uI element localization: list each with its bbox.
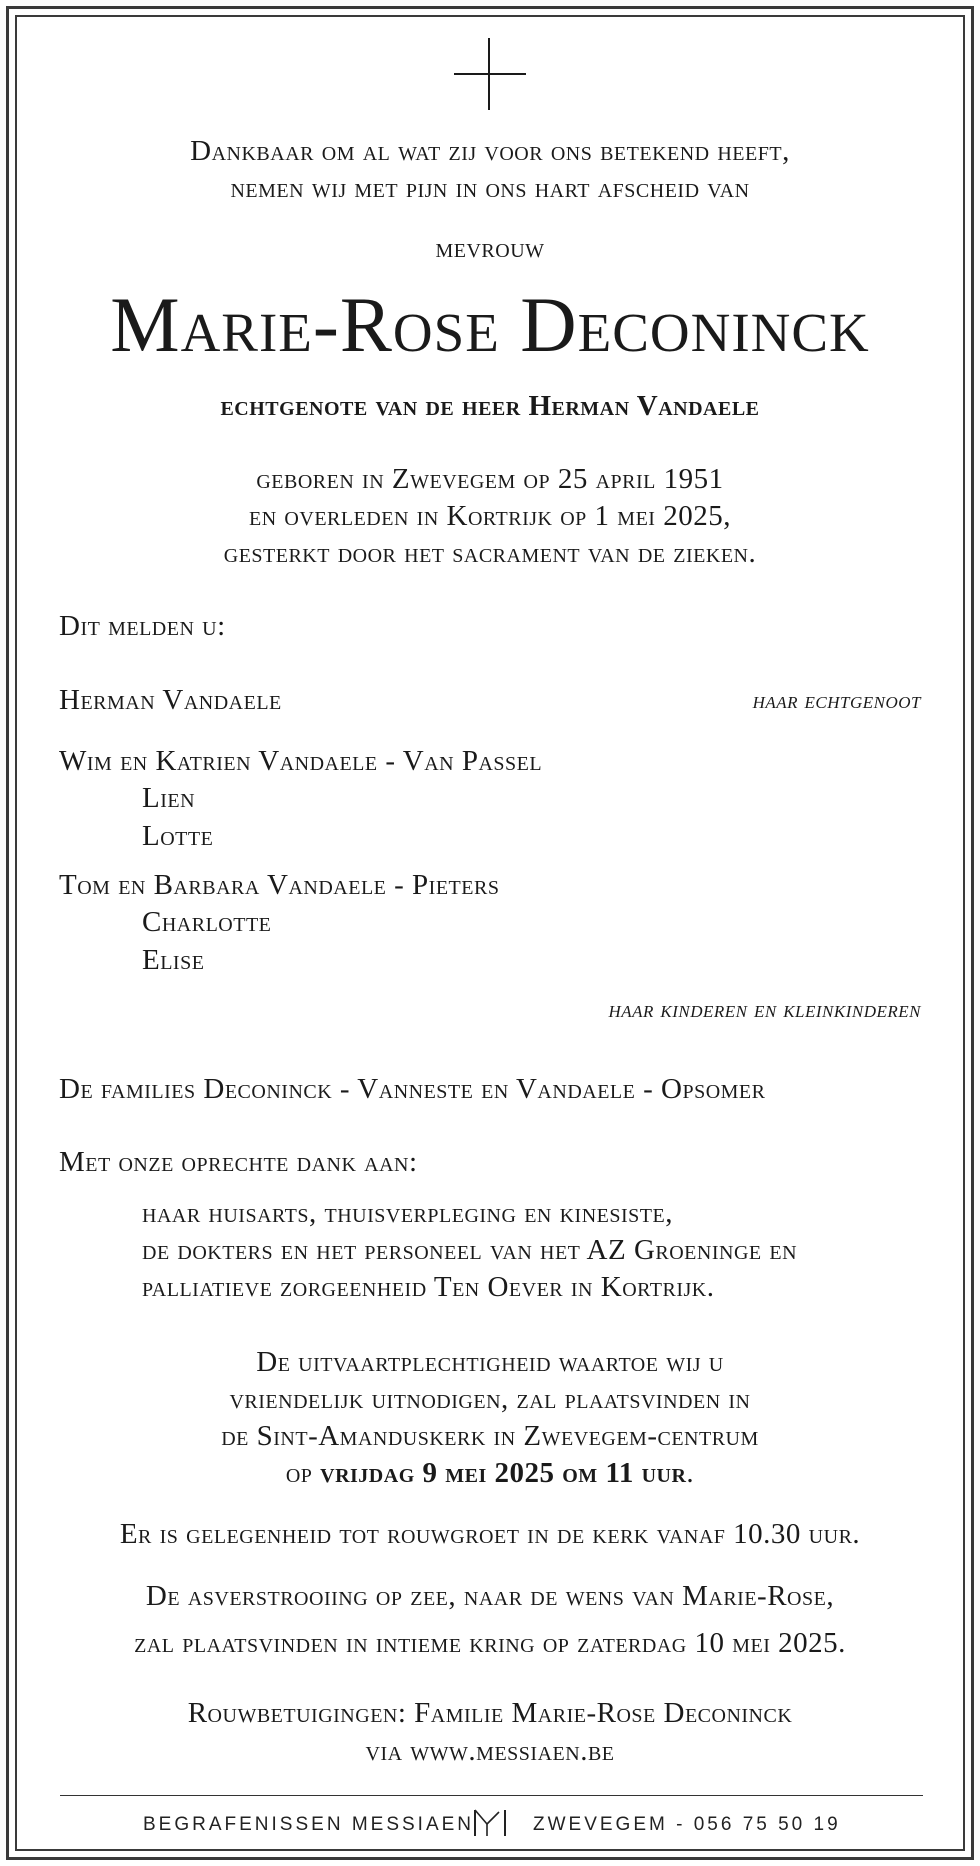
condolences-line-2: via www.messiaen.be xyxy=(365,1735,615,1767)
footer-company: BEGRAFENISSEN MESSIAEN xyxy=(143,1814,475,1835)
footer-divider xyxy=(60,1795,923,1796)
scattering-line-1: De asverstrooiing op zee, naar de wens van Marie-Rose, xyxy=(145,1580,835,1612)
birth-line: geboren in Zwevegem op 25 april 1951 xyxy=(256,463,724,495)
grandchild-2: Lotte xyxy=(142,820,214,852)
ceremony-line-1: De uitvaartplechtigheid waartoe wij u xyxy=(256,1346,724,1378)
ceremony-line-4 xyxy=(0,1457,980,1490)
thanks-heading: Met onze oprechte dank aan: xyxy=(59,1146,418,1178)
thanks-line-1: haar huisarts, thuisverpleging en kinesiste, xyxy=(142,1197,673,1229)
scattering-line-2: zal plaatsvinden in intieme kring op zaterdag 10 mei 2025. xyxy=(134,1627,846,1659)
spouse-line: echtgenote van de heer Herman Vandaele xyxy=(220,390,760,422)
ceremony-line-2: vriendelijk uitnodigen, zal plaatsvinden in xyxy=(229,1383,751,1415)
child-1: Wim en Katrien Vandaele - Van Passel xyxy=(59,745,543,777)
ceremony-date-prefix: op xyxy=(285,1457,321,1489)
death-line: en overleden in Kortrijk op 1 mei 2025, xyxy=(249,500,731,532)
sacrament-line: gesterkt door het sacrament van de zieken. xyxy=(223,537,757,569)
intro-line-2: nemen wij met pijn in ons hart afscheid van xyxy=(230,172,750,204)
children-role: haar kinderen en kleinkinderen xyxy=(608,997,921,1023)
child-2: Tom en Barbara Vandaele - Pieters xyxy=(59,869,500,901)
extended-families: De families Deconinck - Vanneste en Vandaele - Opsomer xyxy=(59,1073,766,1105)
title-prefix: mevrouw xyxy=(435,232,545,264)
spouse-name: Herman Vandaele xyxy=(59,684,282,716)
thanks-line-3: palliatieve zorgeenheid Ten Oever in Kortrijk. xyxy=(142,1271,715,1303)
thanks-line-2: de dokters en het personeel van het AZ Groeninge en xyxy=(142,1234,798,1266)
ceremony-date-suffix: . xyxy=(686,1457,695,1489)
condolence-visit: Er is gelegenheid tot rouwgroet in de kerk vanaf 10.30 uur. xyxy=(119,1518,861,1550)
announcers-heading: Dit melden u: xyxy=(59,610,226,642)
grandchild-3: Charlotte xyxy=(142,906,272,938)
ceremony-line-3: de Sint-Amanduskerk in Zwevegem-centrum xyxy=(221,1420,759,1452)
deceased-name: Marie-Rose Deconinck xyxy=(110,281,870,368)
footer-contact: ZWEVEGEM - 056 75 50 19 xyxy=(533,1814,841,1835)
grandchild-1: Lien xyxy=(142,782,196,814)
spouse-role: haar echtgenoot xyxy=(752,688,921,714)
grandchild-4: Elise xyxy=(142,944,205,976)
messiaen-logo-icon xyxy=(473,1808,507,1838)
ceremony-date: vrijdag 9 mei 2025 om 11 uur xyxy=(320,1457,687,1489)
intro-line-1: Dankbaar om al wat zij voor ons betekend heeft, xyxy=(190,135,790,167)
condolences-line-1: Rouwbetuigingen: Familie Marie-Rose Deconinck xyxy=(187,1697,793,1729)
